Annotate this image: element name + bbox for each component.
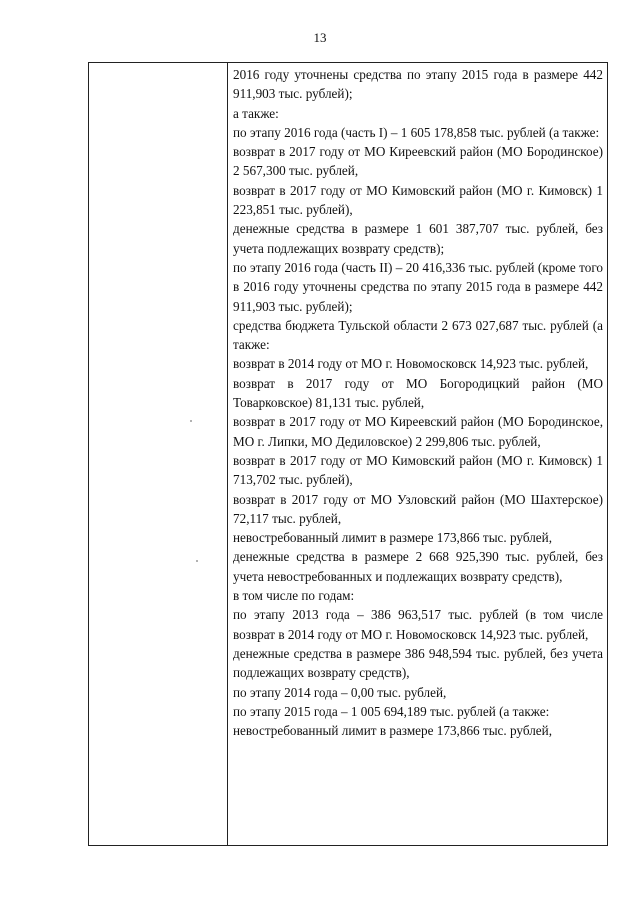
paragraph: по этапу 2013 года – 386 963,517 тыс. рублей (в том числе возврат в 2014 году от МО г. Новомосковск 14,923 тыс. рублей, xyxy=(233,607,603,642)
paragraph: по этапу 2016 года (часть I) – 1 605 178,858 тыс. рублей (а также: xyxy=(233,124,600,140)
paragraph: невостребованный лимит в размере 173,866 тыс. рублей, xyxy=(233,723,553,739)
paragraph: по этапу 2015 года – 1 005 694,189 тыс. рублей (а также: xyxy=(233,703,550,719)
paragraph: в том числе по годам: xyxy=(233,588,355,604)
page-number: 13 xyxy=(313,30,327,45)
paragraph: возврат в 2017 году от МО Кимовский район (МО г. Кимовск) 1 223,851 тыс. рублей), xyxy=(233,182,603,218)
table-cell-right xyxy=(228,63,608,846)
paragraph: а также: xyxy=(233,105,279,121)
document-table xyxy=(88,62,608,846)
paragraph: денежные средства в размере 386 948,594 тыс. рублей, без учета подлежащих возврату средств), xyxy=(233,645,603,681)
paragraph: возврат в 2017 году от МО Киреевский район (МО Бородинское) 2 567,300 тыс. рублей, xyxy=(233,144,603,179)
paragraph: денежные средства в размере 1 601 387,707 тыс. рублей, без учета подлежащих возврату средств); xyxy=(233,221,603,256)
paragraph: средства бюджета Тульской области 2 673 027,687 тыс. рублей (а также: xyxy=(233,317,603,353)
paragraph: денежные средства в размере 2 668 925,390 тыс. рублей, без учета невостребованных и подлежащих возврату средств), xyxy=(233,549,603,584)
paragraph: возврат в 2017 году от МО Кимовский район (МО г. Кимовск) 1 713,702 тыс. рублей), xyxy=(233,452,603,488)
paragraph: 2016 году уточнены средства по этапу 2015 года в размере 442 911,903 тыс. рублей); xyxy=(233,67,603,102)
paragraph: возврат в 2014 году от МО г. Новомосковск 14,923 тыс. рублей, xyxy=(233,356,589,372)
paragraph: возврат в 2017 году от МО Узловский район (МО Шахтерское) 72,117 тыс. рублей, xyxy=(233,491,603,526)
paragraph: возврат в 2017 году от МО Богородицкий район (МО Товарковское) 81,131 тыс. рублей, xyxy=(233,375,603,411)
paragraph: возврат в 2017 году от МО Киреевский район (МО Бородинское, МО г. Липки, МО Дедиловское) 2 299,806 тыс. рублей, xyxy=(233,414,603,449)
table-cell-left xyxy=(89,63,228,846)
paragraph: по этапу 2014 года – 0,00 тыс. рублей, xyxy=(233,684,447,700)
paragraph: невостребованный лимит в размере 173,866 тыс. рублей, xyxy=(233,530,553,546)
paragraph: по этапу 2016 года (часть II) – 20 416,336 тыс. рублей (кроме того в 2016 году уточнены средства по этапу 2015 года в размере 442 911,903 тыс. рублей); xyxy=(233,259,603,314)
table-row xyxy=(89,63,608,846)
cell-text-block xyxy=(228,63,607,740)
